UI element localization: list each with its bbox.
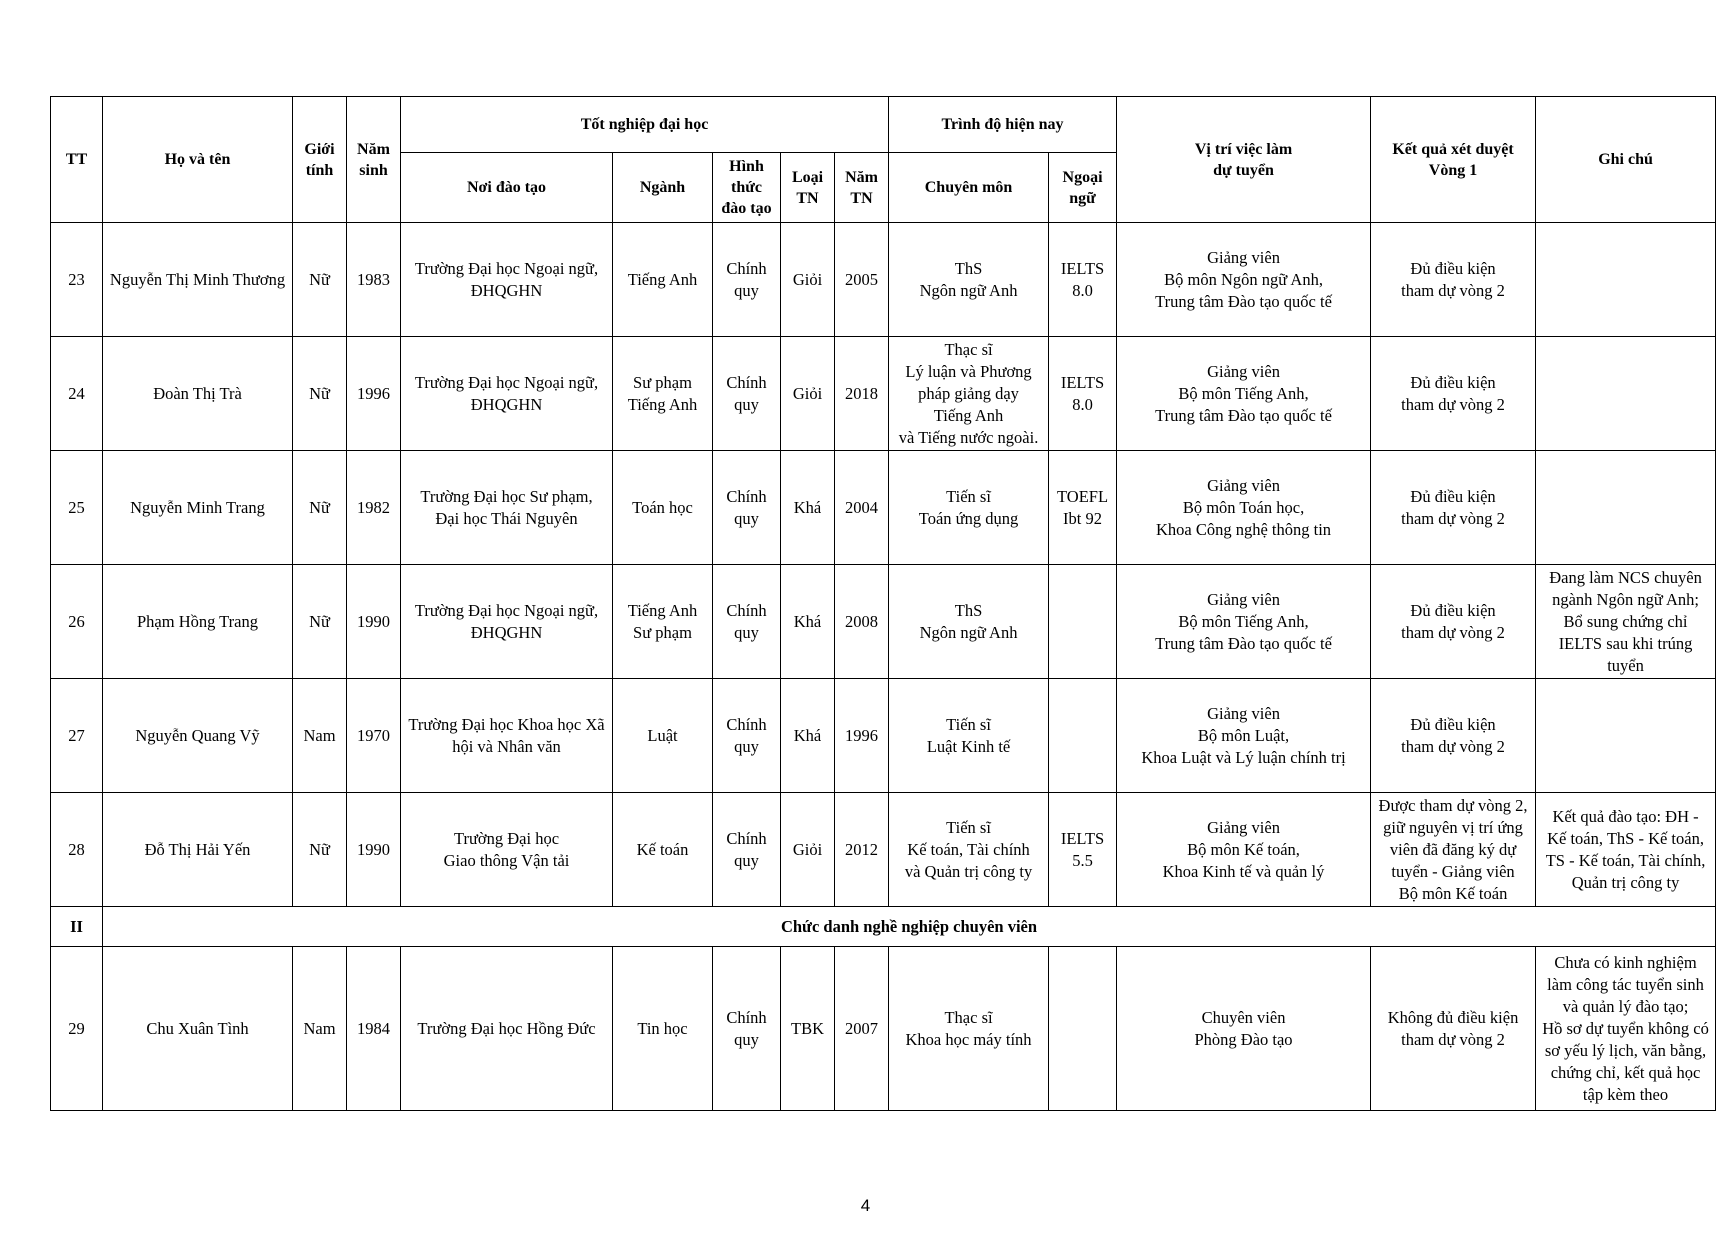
header-current-level-group: Trình độ hiện nay <box>889 97 1117 153</box>
cell-result: Không đủ điều kiện tham dự vòng 2 <box>1371 947 1536 1111</box>
cell-grade: Khá <box>781 679 835 793</box>
cell-specialty: Tiến sĩ Luật Kinh tế <box>889 679 1049 793</box>
cell-grade: Giỏi <box>781 337 835 451</box>
cell-gender: Nữ <box>293 223 347 337</box>
cell-result: Đủ điều kiện tham dự vòng 2 <box>1371 223 1536 337</box>
cell-gender: Nam <box>293 947 347 1111</box>
cell-note <box>1536 337 1716 451</box>
cell-major: Tin học <box>613 947 713 1111</box>
cell-study-form: Chính quy <box>713 793 781 907</box>
cell-birth-year: 1982 <box>347 451 401 565</box>
header-position: Vị trí việc làm dự tuyển <box>1117 97 1371 223</box>
header-language: Ngoại ngữ <box>1049 153 1117 223</box>
cell-note <box>1536 451 1716 565</box>
cell-grad-year: 2018 <box>835 337 889 451</box>
cell-name: Đỗ Thị Hải Yến <box>103 793 293 907</box>
cell-gender: Nữ <box>293 337 347 451</box>
cell-gender: Nữ <box>293 565 347 679</box>
header-graduation-group: Tốt nghiệp đại học <box>401 97 889 153</box>
cell-tt: 24 <box>51 337 103 451</box>
header-name: Họ và tên <box>103 97 293 223</box>
table-row <box>51 565 1716 679</box>
cell-major: Kế toán <box>613 793 713 907</box>
table-row <box>51 947 1716 1111</box>
cell-position: Giảng viên Bộ môn Ngôn ngữ Anh, Trung tâm Đào tạo quốc tế <box>1117 223 1371 337</box>
cell-note <box>1536 679 1716 793</box>
cell-position: Giảng viên Bộ môn Tiếng Anh, Trung tâm Đào tạo quốc tế <box>1117 565 1371 679</box>
table-row <box>51 679 1716 793</box>
cell-language: TOEFL Ibt 92 <box>1049 451 1117 565</box>
cell-study-form: Chính quy <box>713 223 781 337</box>
cell-position: Giảng viên Bộ môn Toán học, Khoa Công nghệ thông tin <box>1117 451 1371 565</box>
cell-institution: Trường Đại học Giao thông Vận tải <box>401 793 613 907</box>
cell-note: Đang làm NCS chuyên ngành Ngôn ngữ Anh; Bổ sung chứng chỉ IELTS sau khi trúng tuyển <box>1536 565 1716 679</box>
cell-grad-year: 2005 <box>835 223 889 337</box>
cell-note: Chưa có kinh nghiệm làm công tác tuyển sinh và quản lý đào tạo; Hồ sơ dự tuyển không có sơ yếu lý lịch, văn bằng, chứng chỉ, kết quả học tập kèm theo <box>1536 947 1716 1111</box>
cell-grade: Khá <box>781 451 835 565</box>
table-row <box>51 223 1716 337</box>
cell-language <box>1049 947 1117 1111</box>
cell-language: IELTS 8.0 <box>1049 223 1117 337</box>
cell-name: Chu Xuân Tình <box>103 947 293 1111</box>
cell-specialty: Tiến sĩ Toán ứng dụng <box>889 451 1049 565</box>
cell-note: Kết quả đào tạo: ĐH - Kế toán, ThS - Kế toán, TS - Kế toán, Tài chính, Quản trị công ty <box>1536 793 1716 907</box>
cell-gender: Nữ <box>293 793 347 907</box>
section-title: Chức danh nghề nghiệp chuyên viên <box>103 907 1716 947</box>
cell-tt: 25 <box>51 451 103 565</box>
cell-study-form: Chính quy <box>713 565 781 679</box>
cell-birth-year: 1970 <box>347 679 401 793</box>
table-row <box>51 793 1716 907</box>
cell-major: Tiếng Anh Sư phạm <box>613 565 713 679</box>
header-major: Ngành <box>613 153 713 223</box>
header-grade: Loại TN <box>781 153 835 223</box>
cell-birth-year: 1990 <box>347 793 401 907</box>
header-gender: Giới tính <box>293 97 347 223</box>
cell-language: IELTS 5.5 <box>1049 793 1117 907</box>
cell-position: Chuyên viên Phòng Đào tạo <box>1117 947 1371 1111</box>
cell-birth-year: 1984 <box>347 947 401 1111</box>
cell-name: Nguyễn Thị Minh Thương <box>103 223 293 337</box>
cell-study-form: Chính quy <box>713 947 781 1111</box>
cell-specialty: ThS Ngôn ngữ Anh <box>889 223 1049 337</box>
cell-tt: 27 <box>51 679 103 793</box>
cell-grade: TBK <box>781 947 835 1111</box>
cell-major: Luật <box>613 679 713 793</box>
page-number: 4 <box>860 1196 871 1215</box>
cell-language <box>1049 565 1117 679</box>
cell-grad-year: 2004 <box>835 451 889 565</box>
header-grad-year: Năm TN <box>835 153 889 223</box>
cell-grade: Khá <box>781 565 835 679</box>
cell-name: Nguyễn Quang Vỹ <box>103 679 293 793</box>
cell-institution: Trường Đại học Ngoại ngữ, ĐHQGHN <box>401 223 613 337</box>
cell-specialty: Tiến sĩ Kế toán, Tài chính và Quản trị công ty <box>889 793 1049 907</box>
header-result: Kết quả xét duyệt Vòng 1 <box>1371 97 1536 223</box>
header-tt: TT <box>51 97 103 223</box>
cell-birth-year: 1990 <box>347 565 401 679</box>
cell-gender: Nam <box>293 679 347 793</box>
cell-grad-year: 2012 <box>835 793 889 907</box>
cell-grad-year: 1996 <box>835 679 889 793</box>
cell-grade: Giỏi <box>781 793 835 907</box>
cell-institution: Trường Đại học Ngoại ngữ, ĐHQGHN <box>401 337 613 451</box>
cell-study-form: Chính quy <box>713 679 781 793</box>
cell-result: Được tham dự vòng 2, giữ nguyên vị trí ứng viên đã đăng ký dự tuyển - Giảng viên Bộ môn Kế toán <box>1371 793 1536 907</box>
cell-tt: 29 <box>51 947 103 1111</box>
cell-institution: Trường Đại học Hồng Đức <box>401 947 613 1111</box>
section-number: II <box>51 907 103 947</box>
cell-name: Đoàn Thị Trà <box>103 337 293 451</box>
cell-birth-year: 1996 <box>347 337 401 451</box>
cell-position: Giảng viên Bộ môn Tiếng Anh, Trung tâm Đào tạo quốc tế <box>1117 337 1371 451</box>
cell-specialty: ThS Ngôn ngữ Anh <box>889 565 1049 679</box>
header-study-form: Hình thức đào tạo <box>713 153 781 223</box>
cell-institution: Trường Đại học Khoa học Xã hội và Nhân văn <box>401 679 613 793</box>
cell-specialty: Thạc sĩ Khoa học máy tính <box>889 947 1049 1111</box>
header-institution: Nơi đào tạo <box>401 153 613 223</box>
cell-result: Đủ điều kiện tham dự vòng 2 <box>1371 565 1536 679</box>
cell-language <box>1049 679 1117 793</box>
table-row <box>51 337 1716 451</box>
cell-result: Đủ điều kiện tham dự vòng 2 <box>1371 679 1536 793</box>
header-specialty: Chuyên môn <box>889 153 1049 223</box>
header-note: Ghi chú <box>1536 97 1716 223</box>
cell-major: Tiếng Anh <box>613 223 713 337</box>
cell-position: Giảng viên Bộ môn Kế toán, Khoa Kinh tế và quản lý <box>1117 793 1371 907</box>
cell-tt: 26 <box>51 565 103 679</box>
cell-grad-year: 2008 <box>835 565 889 679</box>
cell-note <box>1536 223 1716 337</box>
table-row <box>51 451 1716 565</box>
cell-study-form: Chính quy <box>713 451 781 565</box>
cell-grad-year: 2007 <box>835 947 889 1111</box>
cell-result: Đủ điều kiện tham dự vòng 2 <box>1371 451 1536 565</box>
cell-result: Đủ điều kiện tham dự vòng 2 <box>1371 337 1536 451</box>
cell-tt: 28 <box>51 793 103 907</box>
cell-name: Nguyễn Minh Trang <box>103 451 293 565</box>
header-birth-year: Năm sinh <box>347 97 401 223</box>
cell-gender: Nữ <box>293 451 347 565</box>
cell-position: Giảng viên Bộ môn Luật, Khoa Luật và Lý luận chính trị <box>1117 679 1371 793</box>
cell-specialty: Thạc sĩ Lý luận và Phương pháp giảng dạy Tiếng Anh và Tiếng nước ngoài. <box>889 337 1049 451</box>
cell-birth-year: 1983 <box>347 223 401 337</box>
cell-institution: Trường Đại học Sư phạm, Đại học Thái Nguyên <box>401 451 613 565</box>
cell-language: IELTS 8.0 <box>1049 337 1117 451</box>
section-row <box>51 907 1716 947</box>
cell-major: Toán học <box>613 451 713 565</box>
candidate-table <box>50 96 1716 1111</box>
cell-tt: 23 <box>51 223 103 337</box>
cell-major: Sư phạm Tiếng Anh <box>613 337 713 451</box>
cell-study-form: Chính quy <box>713 337 781 451</box>
cell-grade: Giỏi <box>781 223 835 337</box>
cell-institution: Trường Đại học Ngoại ngữ, ĐHQGHN <box>401 565 613 679</box>
cell-name: Phạm Hồng Trang <box>103 565 293 679</box>
